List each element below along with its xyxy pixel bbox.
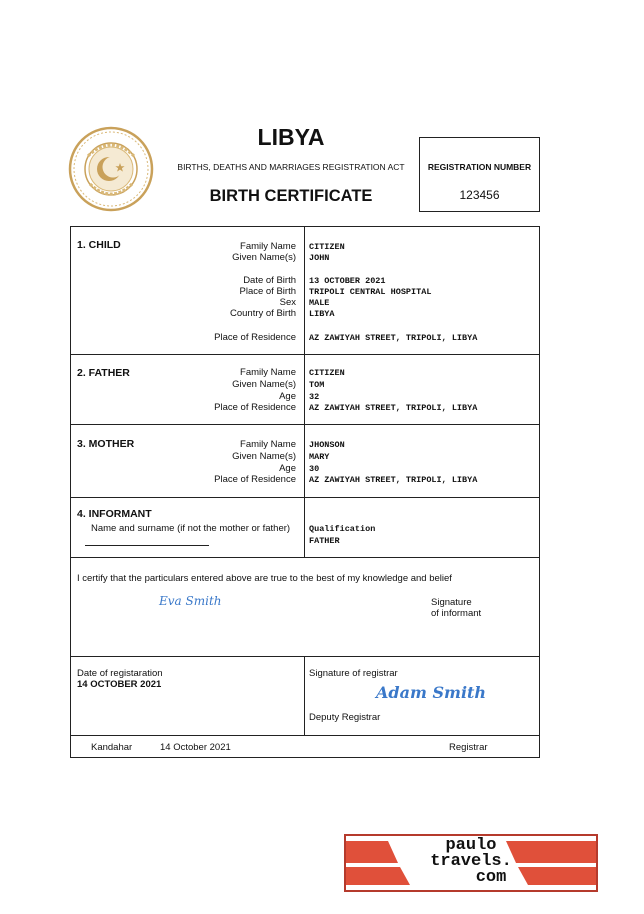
father-given-names-label: Given Name(s) — [232, 379, 296, 390]
child-given-names: JOHN — [309, 253, 330, 263]
child-residence: AZ ZAWIYAH STREET, TRIPOLI, LIBYA — [309, 333, 478, 343]
informant-name-line — [85, 545, 209, 546]
father-residence-label: Place of Residence — [214, 402, 296, 413]
registration-number-label: REGISTRATION NUMBER — [427, 162, 532, 172]
footer-place: Kandahar — [91, 742, 133, 753]
child-family-name: CITIZEN — [309, 242, 345, 252]
certificate-form — [70, 226, 540, 758]
footer-role: Registrar — [449, 742, 488, 753]
child-date-of-birth-label: Date of Birth — [243, 275, 296, 286]
father-heading: 2. FATHER — [77, 367, 130, 379]
child-sex: MALE — [309, 298, 330, 308]
divider — [71, 656, 539, 657]
mother-age-label: Age — [279, 463, 296, 474]
logo-text — [346, 838, 596, 886]
registration-number-box — [419, 137, 540, 212]
registrar-signature: Adam Smith — [376, 683, 487, 702]
child-place-of-birth: TRIPOLI CENTRAL HOSPITAL — [309, 287, 432, 297]
logo-line-1: paulo — [445, 836, 497, 855]
father-family-name: CITIZEN — [309, 368, 345, 378]
mother-heading: 3. MOTHER — [77, 438, 135, 450]
divider — [71, 735, 539, 736]
mother-family-name-label: Family Name — [240, 439, 296, 450]
father-residence: AZ ZAWIYAH STREET, TRIPOLI, LIBYA — [309, 403, 478, 413]
informant-qualification: FATHER — [309, 536, 340, 546]
column-divider — [304, 656, 305, 735]
child-sex-label: Sex — [279, 297, 296, 308]
child-heading: 1. CHILD — [77, 239, 121, 251]
signature-label: Signature — [431, 597, 472, 608]
child-country-of-birth-label: Country of Birth — [230, 308, 296, 319]
child-date-of-birth: 13 OCTOBER 2021 — [309, 276, 386, 286]
mother-residence: AZ ZAWIYAH STREET, TRIPOLI, LIBYA — [309, 475, 478, 485]
informant-signature: Eva Smith — [159, 594, 222, 608]
divider — [71, 557, 539, 558]
mother-age: 30 — [309, 464, 320, 474]
registration-act: BIRTHS, DEATHS AND MARRIAGES REGISTRATION ACT — [177, 162, 405, 172]
child-country-of-birth: LIBYA — [309, 309, 335, 319]
registration-date: 14 OCTOBER 2021 — [77, 679, 162, 690]
certification-statement: I certify that the particulars entered above are true to the best of my knowledge and belief — [77, 573, 452, 584]
registration-date-label: Date of registaration — [77, 668, 163, 679]
document-title: BIRTH CERTIFICATE — [209, 187, 373, 205]
footer-date: 14 October 2021 — [160, 742, 231, 753]
deputy-registrar-label: Deputy Registrar — [309, 712, 381, 723]
paulo-travels-logo — [344, 834, 598, 892]
child-place-of-birth-label: Place of Birth — [239, 286, 296, 297]
divider — [71, 497, 539, 498]
mother-residence-label: Place of Residence — [214, 474, 296, 485]
country-title: LIBYA — [257, 124, 325, 150]
registrar-signature-label: Signature of registrar — [309, 668, 398, 679]
father-family-name-label: Family Name — [240, 367, 296, 378]
child-given-names-label: Given Name(s) — [232, 252, 296, 263]
mother-given-names: MARY — [309, 452, 330, 462]
divider — [71, 424, 539, 425]
father-given-names: TOM — [309, 380, 325, 390]
child-family-name-label: Family Name — [240, 241, 296, 252]
column-divider — [304, 227, 305, 557]
divider — [71, 354, 539, 355]
informant-heading: 4. INFORMANT — [77, 508, 152, 520]
informant-name-label: Name and surname (if not the mother or father) — [91, 523, 291, 534]
mother-family-name: JHONSON — [309, 440, 345, 450]
informant-label: of informant — [431, 608, 482, 619]
father-age: 32 — [309, 392, 320, 402]
logo-line-3: com — [475, 868, 507, 887]
child-residence-label: Place of Residence — [214, 332, 296, 343]
libya-emblem-seal-icon — [68, 126, 154, 212]
mother-given-names-label: Given Name(s) — [232, 451, 296, 462]
father-age-label: Age — [279, 391, 296, 402]
logo-line-2: travels. — [430, 852, 512, 871]
qualification-label: Qualification — [309, 524, 376, 534]
registration-number: 123456 — [459, 188, 500, 202]
